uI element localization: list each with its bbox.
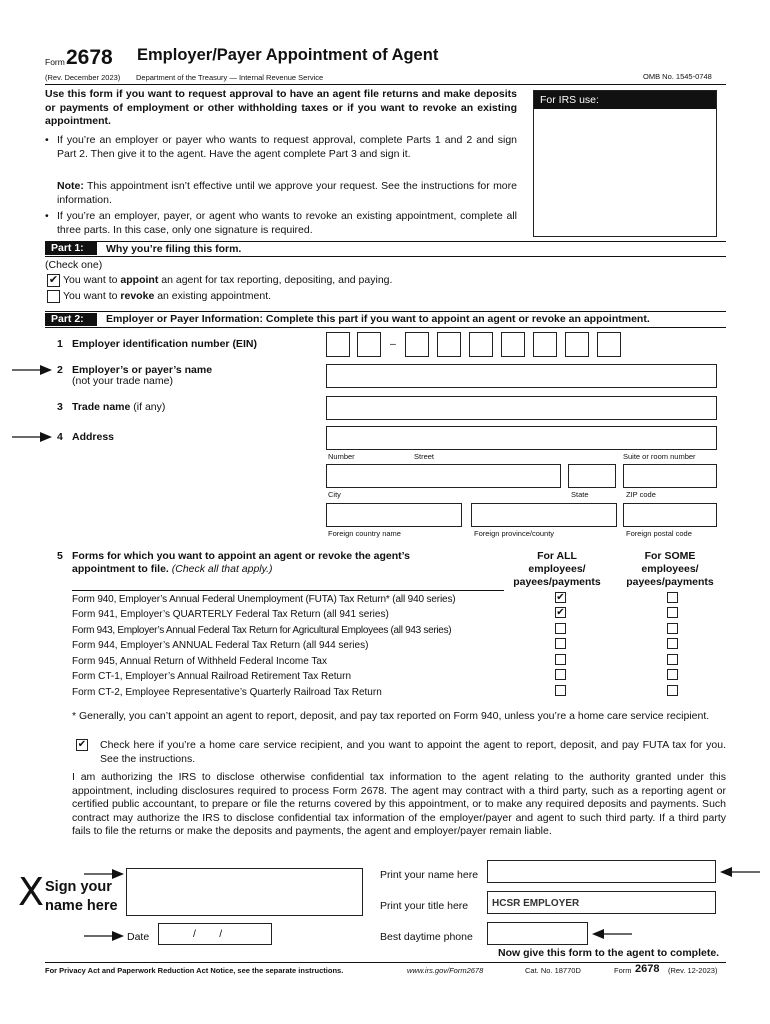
phone-input[interactable] bbox=[487, 922, 588, 945]
futa-footnote: * Generally, you can’t appoint an agent to report, deposit, and pay tax reported on Form 940, unless you’re a home care service recipient. bbox=[72, 710, 710, 722]
privacy-notice: For Privacy Act and Paperwork Reduction Act Notice, see the separate instructions. bbox=[45, 966, 344, 975]
form944-some-checkbox[interactable] bbox=[667, 638, 678, 649]
formct1-all-checkbox[interactable] bbox=[555, 669, 566, 680]
footer-revision: (Rev. 12-2023) bbox=[668, 966, 718, 975]
trade-name-label: Trade name (if any) bbox=[72, 401, 166, 413]
revoke-option: You want to revoke an existing appointment. bbox=[63, 290, 272, 302]
cat-number: Cat. No. 18770D bbox=[525, 966, 581, 975]
ein-dash: – bbox=[390, 338, 396, 350]
arrow-right-icon bbox=[84, 868, 124, 880]
line1-number: 1 bbox=[57, 338, 63, 350]
now-give-note: Now give this form to the agent to complete. bbox=[498, 947, 720, 959]
address-street-input[interactable] bbox=[326, 426, 717, 450]
phone-label: Best daytime phone bbox=[380, 931, 473, 943]
irs-url[interactable]: www.irs.gov/Form2678 bbox=[407, 966, 484, 975]
appoint-option: You want to appoint an agent for tax reporting, depositing, and paying. bbox=[63, 274, 393, 286]
ein-label: Employer identification number (EIN) bbox=[72, 338, 257, 350]
arrow-right-icon bbox=[84, 930, 124, 942]
ein-digit-5[interactable] bbox=[469, 332, 493, 357]
print-name-input[interactable] bbox=[487, 860, 716, 883]
form-row-label: Form CT-2, Employee Representative’s Quarterly Railroad Tax Return bbox=[72, 687, 382, 698]
form940-some-checkbox[interactable] bbox=[667, 592, 678, 603]
col-all-header-2: employees/ bbox=[528, 563, 586, 575]
form-row-label: Form 943, Employer’s Annual Federal Tax Return for Agricultural Employees (all 943 series) bbox=[72, 625, 452, 636]
address-suite-caption: Suite or room number bbox=[623, 452, 696, 461]
form943-some-checkbox[interactable] bbox=[667, 623, 678, 634]
form940-all-checkbox[interactable]: ✔ bbox=[556, 592, 565, 603]
foreign-postal-input[interactable] bbox=[623, 503, 717, 527]
signature-field[interactable] bbox=[126, 868, 363, 916]
zip-caption: ZIP code bbox=[626, 490, 656, 499]
part2-label: Part 2: bbox=[45, 313, 97, 326]
ein-digit-1[interactable] bbox=[326, 332, 350, 357]
home-care-text: Check here if you’re a home care service recipient, and you want to appoint the agent to report, deposit, and pay FUTA tax for you. See the instructions. bbox=[100, 739, 726, 765]
print-title-input[interactable] bbox=[487, 891, 716, 914]
line5-number: 5 bbox=[57, 550, 63, 562]
ein-digit-9[interactable] bbox=[597, 332, 621, 357]
part1-title: Why you’re filing this form. bbox=[106, 243, 242, 255]
form-number: 2678 bbox=[66, 46, 113, 69]
col-some-header-1: For SOME bbox=[644, 550, 696, 562]
address-street-caption: Street bbox=[414, 452, 435, 461]
employer-name-label: Employer’s or payer’s name bbox=[72, 364, 213, 376]
title-value: HCSR EMPLOYER bbox=[492, 898, 580, 909]
formct2-some-checkbox[interactable] bbox=[667, 685, 678, 696]
foreign-country-input[interactable] bbox=[326, 503, 462, 527]
arrow-right-icon bbox=[12, 364, 52, 376]
form-row-label: Form CT-1, Employer’s Annual Railroad Retirement Tax Return bbox=[72, 671, 352, 682]
ein-digit-6[interactable] bbox=[501, 332, 525, 357]
revoke-checkbox[interactable] bbox=[47, 290, 60, 303]
irs-use-box bbox=[533, 90, 717, 237]
arrow-left-icon bbox=[720, 866, 760, 878]
footer-form-number: 2678 bbox=[635, 963, 660, 975]
form-row-label: Form 944, Employer’s ANNUAL Federal Tax Return (all 944 series) bbox=[72, 640, 369, 651]
check-one: (Check one) bbox=[45, 259, 103, 271]
state-input[interactable] bbox=[568, 464, 616, 488]
line5-label-1: Forms for which you want to appoint an agent or revoke the agent’s bbox=[72, 550, 410, 562]
form-row-label: Form 945, Annual Return of Withheld Federal Income Tax bbox=[72, 656, 327, 667]
col-all-header-3: payees/payments bbox=[513, 576, 601, 588]
arrow-right-icon bbox=[12, 431, 52, 443]
sign-label-2: name here bbox=[45, 898, 118, 914]
form-word: Form bbox=[45, 57, 65, 67]
arrow-left-icon bbox=[592, 928, 632, 940]
form941-all-checkbox[interactable]: ✔ bbox=[556, 607, 565, 618]
note-label: Note: bbox=[57, 180, 84, 192]
formct2-all-checkbox[interactable] bbox=[555, 685, 566, 696]
foreign-province-caption: Foreign province/county bbox=[474, 529, 555, 538]
form945-some-checkbox[interactable] bbox=[667, 654, 678, 665]
date-label: Date bbox=[127, 931, 150, 943]
part1-label: Part 1: bbox=[45, 242, 97, 255]
city-input[interactable] bbox=[326, 464, 561, 488]
x-mark-icon: X bbox=[18, 870, 45, 914]
irs-use-label: For IRS use: bbox=[534, 91, 716, 109]
date-field[interactable] bbox=[158, 923, 272, 945]
ein-digit-8[interactable] bbox=[565, 332, 589, 357]
line4-number: 4 bbox=[57, 431, 63, 443]
line3-number: 3 bbox=[57, 401, 63, 413]
foreign-country-caption: Foreign country name bbox=[328, 529, 401, 538]
col-some-header-2: employees/ bbox=[641, 563, 699, 575]
note-text: This appointment isn’t effective until we approve your request. See the instructions for more information. bbox=[57, 180, 517, 206]
omb-number: OMB No. 1545-0748 bbox=[643, 72, 712, 81]
intro-bullet-1: If you’re an employer or payer who wants to request approval, complete Parts 1 and 2 and sign Part 2. Then give it to the agent. Have the agent complete Part 3 and sign it. bbox=[57, 134, 517, 160]
line2-number: 2 bbox=[57, 364, 63, 376]
ein-digit-3[interactable] bbox=[405, 332, 429, 357]
print-title-label: Print your title here bbox=[380, 900, 469, 912]
trade-name-input[interactable] bbox=[326, 396, 717, 420]
foreign-province-input[interactable] bbox=[471, 503, 617, 527]
form945-all-checkbox[interactable] bbox=[555, 654, 566, 665]
line5-label-2: appointment to file. (Check all that apply.) bbox=[72, 563, 273, 575]
form941-some-checkbox[interactable] bbox=[667, 607, 678, 618]
intro-bullet-2: If you’re an employer, payer, or agent who wants to revoke an existing appointment, complete all three parts. In this case, only one signature is required. bbox=[57, 210, 517, 236]
form-row-label: Form 940, Employer’s Annual Federal Unemployment (FUTA) Tax Return* (all 940 series) bbox=[72, 594, 456, 605]
revision-date: (Rev. December 2023) bbox=[45, 73, 121, 82]
zip-input[interactable] bbox=[623, 464, 717, 488]
appoint-checkbox[interactable]: ✔ bbox=[48, 274, 59, 286]
part2-title: Employer or Payer Information: Complete this part if you want to appoint an agent or revoke an appointment. bbox=[106, 313, 650, 325]
employer-name-input[interactable] bbox=[326, 364, 717, 388]
date-separators: / / bbox=[193, 928, 223, 940]
intro-use-line: Use this form if you want to request approval to have an agent file returns and make deposits or payments of employment or other withholding taxes or if you want to revoke an existing appointment. bbox=[45, 88, 517, 127]
sign-label-1: Sign your bbox=[45, 879, 112, 895]
home-care-checkbox[interactable]: ✔ bbox=[77, 739, 87, 750]
foreign-postal-caption: Foreign postal code bbox=[626, 529, 692, 538]
ein-digit-2[interactable] bbox=[357, 332, 381, 357]
intro-note bbox=[57, 180, 517, 207]
department: Department of the Treasury — Internal Revenue Service bbox=[136, 73, 324, 82]
formct1-some-checkbox[interactable] bbox=[667, 669, 678, 680]
authorization-text: I am authorizing the IRS to disclose otherwise confidential tax information to the agent relating to the authority granted under this appointment, including disclosures required to process Form 2678. The agent may contract with a third party, such as a reporting agent or certified public accountant, to prepare or file the returns covered by this appointment, or to make any required deposits and payments. Such contract may authorize the IRS to disclose confidential tax information of the employer/payer and agent to such third party. If a third party fails to file the returns or make the deposits and payments, the agent and employer/payer remain liable. bbox=[72, 771, 726, 837]
employer-name-sublabel: (not your trade name) bbox=[72, 375, 173, 387]
address-number-caption: Number bbox=[328, 452, 355, 461]
print-name-label: Print your name here bbox=[380, 869, 479, 881]
col-all-header-1: For ALL bbox=[537, 550, 577, 562]
page-title: Employer/Payer Appointment of Agent bbox=[137, 46, 439, 64]
form-row-label: Form 941, Employer’s QUARTERLY Federal Tax Return (all 941 series) bbox=[72, 609, 389, 620]
form943-all-checkbox[interactable] bbox=[555, 623, 566, 634]
state-caption: State bbox=[571, 490, 589, 499]
ein-digit-4[interactable] bbox=[437, 332, 461, 357]
footer-form-word: Form bbox=[614, 966, 632, 975]
ein-digit-7[interactable] bbox=[533, 332, 557, 357]
form944-all-checkbox[interactable] bbox=[555, 638, 566, 649]
address-label: Address bbox=[72, 431, 115, 443]
city-caption: City bbox=[328, 490, 341, 499]
col-some-header-3: payees/payments bbox=[626, 576, 714, 588]
